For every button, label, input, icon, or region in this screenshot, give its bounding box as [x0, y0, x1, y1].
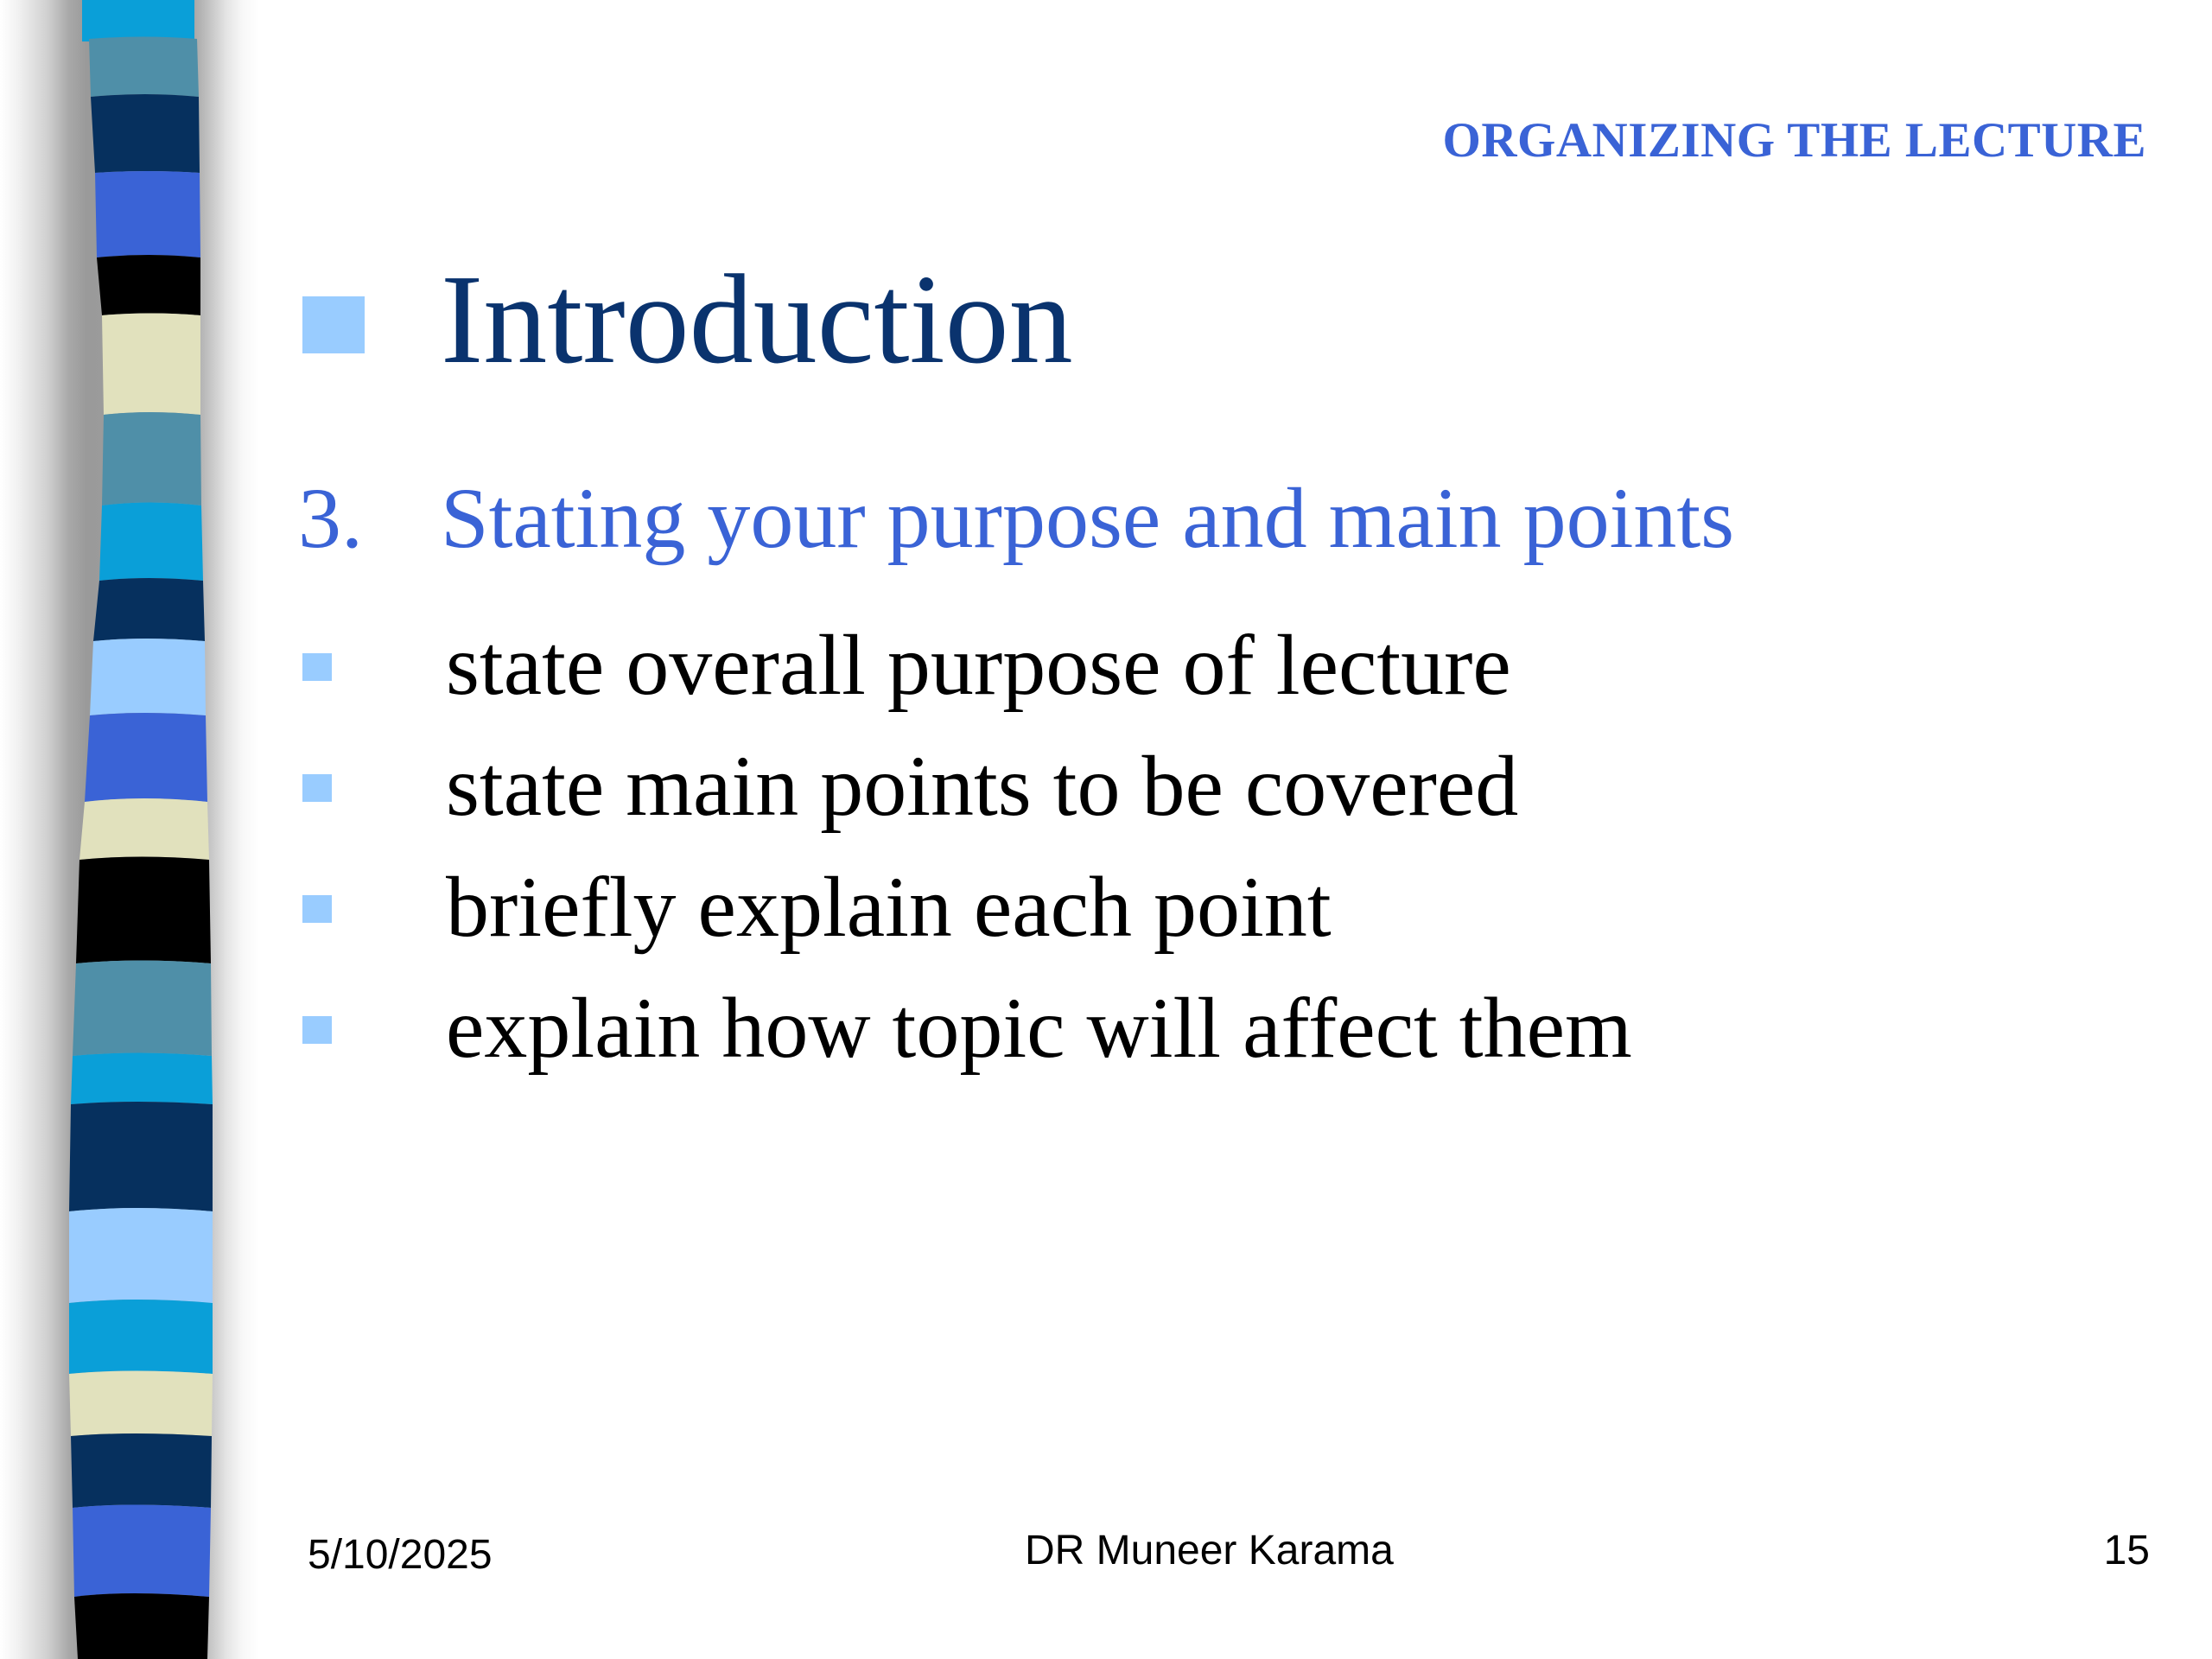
main-title-row [302, 238, 1073, 402]
stripe-segment [71, 1053, 213, 1105]
stripe-segment [97, 255, 200, 315]
stripe-segment [90, 639, 206, 715]
decorative-stripe-bar [0, 0, 259, 1659]
square-bullet-icon [302, 653, 332, 681]
bullet-text: briefly explain each point [446, 859, 1332, 955]
square-bullet-icon [302, 1016, 332, 1044]
stripe-segment [69, 1208, 213, 1303]
square-bullet-icon [302, 296, 365, 353]
stripe-segment [91, 94, 200, 173]
bullet-list [302, 605, 1632, 1089]
stripe-segment [69, 1102, 213, 1211]
subheading-text: Stating your purpose and main points [441, 470, 1735, 566]
stripe-segment [79, 798, 209, 860]
stripe-segment [85, 713, 207, 802]
stripe-segment [74, 1593, 209, 1659]
square-bullet-icon [302, 774, 332, 802]
list-item [302, 968, 1632, 1089]
stripe-segment [102, 412, 201, 505]
footer-date: 5/10/2025 [308, 1532, 493, 1578]
stripe-segment [69, 1300, 213, 1374]
header-title: ORGANIZING THE LECTURE [1442, 113, 2146, 168]
stripe-segment [102, 314, 200, 416]
stripe-segment [95, 171, 200, 257]
list-item [302, 605, 1632, 726]
subheading-number: 3. [298, 470, 363, 566]
stripe-segment [82, 0, 194, 41]
list-item [302, 726, 1632, 847]
bullet-text: explain how topic will affect them [446, 980, 1632, 1076]
stripe-segment [69, 1371, 213, 1437]
bullet-text: state main points to be covered [446, 738, 1519, 834]
list-item [302, 847, 1632, 968]
stripe-segment [76, 857, 211, 964]
page-number: 15 [2103, 1528, 2150, 1573]
stripe-segment [71, 1433, 212, 1508]
stripe-segment [73, 1505, 211, 1598]
slide-title: Introduction [441, 249, 1073, 391]
footer-author: DR Muneer Karama [1025, 1528, 1394, 1573]
square-bullet-icon [302, 895, 332, 923]
stripe-segment [89, 37, 199, 98]
stripe-segment [73, 961, 212, 1057]
stripe-segment [93, 578, 205, 641]
subheading [298, 471, 1734, 566]
stripe-segment [99, 503, 203, 582]
bullet-text: state overall purpose of lecture [446, 617, 1511, 713]
